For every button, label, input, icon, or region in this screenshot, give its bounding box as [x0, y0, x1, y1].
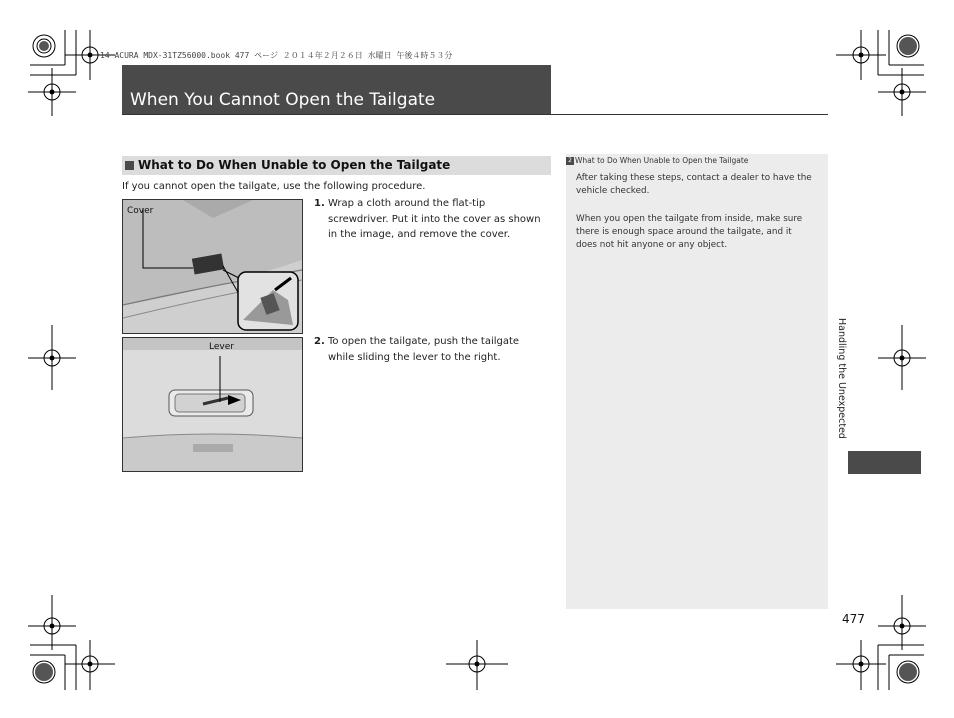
figure-label-cover: Cover: [127, 206, 154, 216]
print-header-line: 14 ACURA MDX-31TZ56000.book 477 ページ ２０１４年２月２６日 水曜日 午後４時５３分: [100, 51, 453, 60]
intro-text: If you cannot open the tailgate, use the following procedure.: [122, 181, 426, 192]
page-title: When You Cannot Open the Tailgate: [130, 90, 436, 110]
cover-illustration: [123, 200, 302, 333]
chapter-tab-marker: [848, 451, 921, 474]
section-heading: What to Do When Unable to Open the Tailgate: [138, 158, 451, 172]
step-1-line-2: screwdriver. Put it into the cover as shown: [328, 213, 541, 225]
sidebar-p1-line-2: vehicle checked.: [576, 186, 650, 196]
section-bullet-icon: [125, 161, 134, 170]
sidebar-paragraph-1: [576, 172, 820, 198]
sidebar-p1-line-1: After taking these steps, contact a dealer to have the: [576, 173, 812, 183]
page-number: 477: [842, 612, 865, 626]
step-2-number: 2.: [314, 336, 325, 347]
sidebar-p2-line-1: When you open the tailgate from inside, make sure: [576, 214, 803, 224]
sidebar-p2-line-2: there is enough space around the tailgate, and it: [576, 227, 792, 237]
sidebar-p2-line-3: does not hit anyone or any object.: [576, 240, 728, 250]
section-heading-bar: [122, 156, 551, 175]
step-1-number: 1.: [314, 198, 325, 209]
sidebar-reference: [566, 156, 748, 165]
step-1-line-3: in the image, and remove the cover.: [328, 229, 511, 240]
figure-cover: [122, 199, 303, 334]
figure-lever: [122, 337, 303, 472]
chapter-tab-label: Handling the Unexpected: [836, 318, 847, 439]
step-2-line-2: while sliding the lever to the right.: [328, 351, 501, 363]
sidebar-paragraph-2: [576, 213, 820, 252]
figure-label-lever: Lever: [209, 342, 234, 352]
lever-illustration: [123, 338, 302, 471]
sidebar-ref-title: What to Do When Unable to Open the Tailgate: [575, 156, 749, 165]
step-2-line-1: To open the tailgate, push the tailgate: [327, 336, 520, 347]
page-title-bar: [122, 65, 551, 114]
step-1: [314, 196, 554, 243]
step-2: [314, 334, 554, 365]
reference-arrow-icon: 2: [566, 157, 574, 165]
step-1-line-1: Wrap a cloth around the flat-tip: [327, 198, 486, 209]
title-rule: [122, 114, 828, 115]
sidebar-note: [566, 154, 828, 609]
